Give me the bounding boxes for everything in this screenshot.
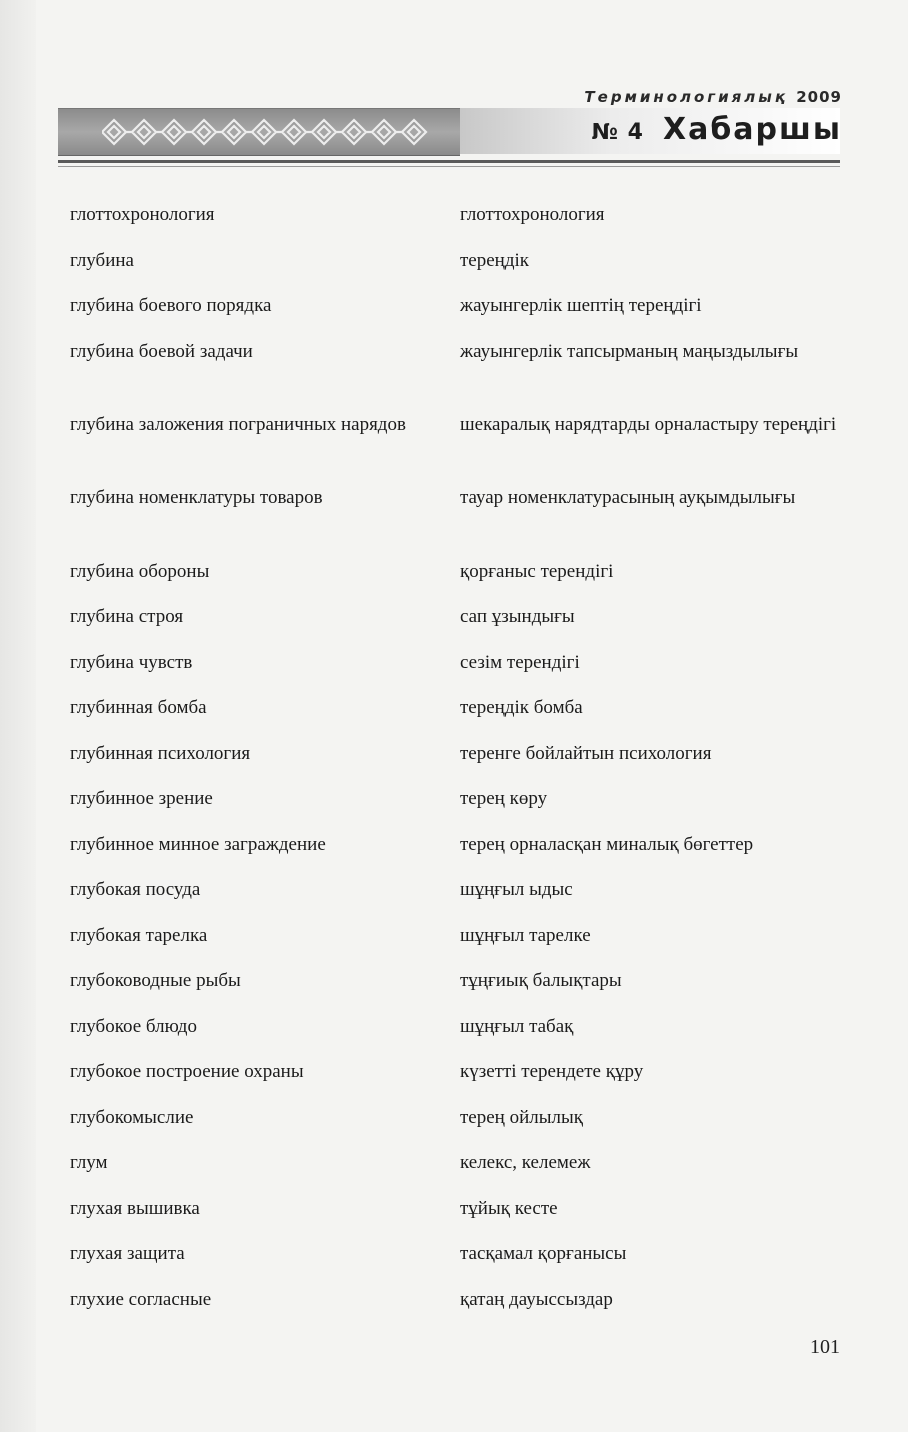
term-entry (70, 1151, 850, 1199)
term-kazakh: терең орналасқан миналық бөгеттер (460, 834, 754, 855)
term-kazakh: теренге бойлайтын психология (460, 743, 712, 764)
term-kazakh: жауынгерлік шептің тереңдігі (460, 295, 702, 316)
term-russian: глубинное минное заграждение (70, 834, 326, 855)
term-entry (70, 413, 850, 461)
journal-name: Терминологиялық (584, 88, 789, 106)
term-entry (70, 1288, 850, 1336)
term-kazakh: тұйық кесте (460, 1198, 558, 1219)
term-kazakh: терең ойлылық (460, 1107, 583, 1128)
term-entry (70, 1197, 850, 1245)
term-russian: глубинная психология (70, 743, 251, 764)
term-entry (70, 878, 850, 926)
term-russian: глубокая посуда (70, 879, 201, 900)
term-russian: глубоководные рыбы (70, 970, 241, 991)
term-entry (70, 1242, 850, 1290)
term-kazakh: шекаралық нарядтарды орналастыру тереңдігі (460, 414, 837, 435)
term-kazakh: жауынгерлік тапсырманың маңыздылығы (460, 341, 799, 362)
term-entry (70, 924, 850, 972)
page-number: 101 (810, 1336, 840, 1358)
term-russian: глубина чувств (70, 652, 193, 673)
term-entry (70, 651, 850, 699)
term-kazakh: тауар номенклатурасының ауқымдылығы (460, 487, 796, 508)
term-entry (70, 742, 850, 790)
term-russian: глубинное зрение (70, 788, 213, 809)
term-kazakh: сезім терендігі (460, 652, 580, 673)
term-entry (70, 294, 850, 342)
term-kazakh: күзетті терендете құру (460, 1061, 644, 1082)
term-russian: глубокое построение охраны (70, 1061, 304, 1082)
term-russian: глухие согласные (70, 1289, 212, 1310)
term-kazakh: сап ұзындығы (460, 606, 575, 627)
term-russian: глубина (70, 250, 134, 271)
term-russian: глубинная бомба (70, 697, 207, 718)
term-russian: глубокомыслие (70, 1107, 194, 1128)
term-kazakh: қатаң дауыссыздар (460, 1289, 613, 1310)
issue-name: Хабаршы (662, 112, 842, 147)
term-entry (70, 696, 850, 744)
term-entry (70, 969, 850, 1017)
term-russian: глоттохронология (70, 204, 215, 225)
term-russian: глубина заложения пограничных нарядов (70, 414, 406, 435)
term-entry (70, 1106, 850, 1154)
term-russian: глум (70, 1152, 108, 1173)
term-entry (70, 833, 850, 881)
term-russian: глубокая тарелка (70, 925, 208, 946)
term-entry (70, 605, 850, 653)
term-russian: глубина обороны (70, 561, 210, 582)
term-kazakh: келекс, келемеж (460, 1152, 591, 1173)
term-russian: глубина строя (70, 606, 184, 627)
term-russian: глубина боевой задачи (70, 341, 253, 362)
term-kazakh: терең көру (460, 788, 548, 809)
term-kazakh: тереңдік (460, 250, 530, 271)
term-entry (70, 340, 850, 388)
issue-number: № 4 (591, 120, 644, 145)
term-kazakh: тұңғиық балықтары (460, 970, 622, 991)
term-russian: глухая вышивка (70, 1198, 200, 1219)
term-entry (70, 560, 850, 608)
term-kazakh: тереңдік бомба (460, 697, 583, 718)
term-russian: глубина номенклатуры товаров (70, 487, 323, 508)
term-entry (70, 203, 850, 251)
term-entry (70, 249, 850, 297)
term-kazakh: шұңғыл табақ (460, 1016, 574, 1037)
term-entry (70, 1060, 850, 1108)
term-kazakh: тасқамал қорғанысы (460, 1243, 627, 1264)
term-russian: глубина боевого порядка (70, 295, 272, 316)
term-entry (70, 787, 850, 835)
term-russian: глубокое блюдо (70, 1016, 197, 1037)
term-kazakh: шұңғыл ыдыс (460, 879, 573, 900)
term-entry (70, 1015, 850, 1063)
term-russian: глухая защита (70, 1243, 185, 1264)
term-kazakh: қорғаныс терендігі (460, 561, 614, 582)
term-kazakh: шұңғыл тарелке (460, 925, 591, 946)
term-kazakh: глоттохронология (460, 204, 605, 225)
term-entry (70, 486, 850, 534)
journal-year: 2009 (796, 88, 842, 106)
